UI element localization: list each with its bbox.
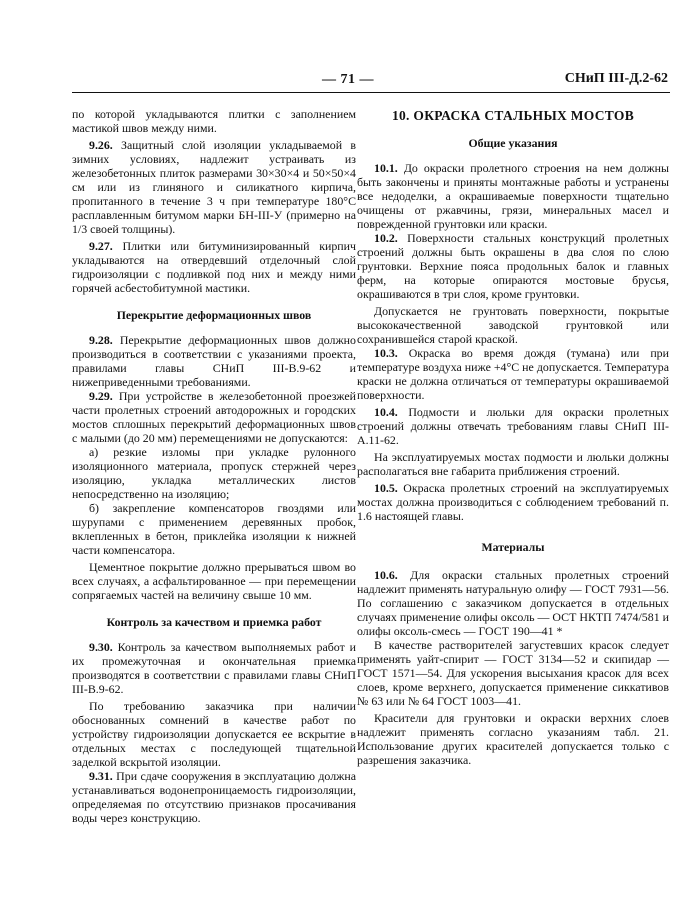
clause-text: При устройстве в железобетонной проезжей части пролетных строений автодорожных и городских мостов сплошных перекрытий деформационных швов с малыми (до 20 мм) перемещениями не допускаются: xyxy=(72,389,356,445)
clause-text: Контроль за качеством выполняемых работ и их промежуточная и окончательная приемка производятся в соответствии с правилами главы СНиП III-В.9-62. xyxy=(72,640,357,696)
paragraph-primer: Допускается не грунтовать поверхности, покрытые высококачественной заводской грунтовкой или сохранившейся старой краской. xyxy=(357,304,669,346)
paragraph-9-28 xyxy=(72,333,356,389)
section-title: 10. ОКРАСКА СТАЛЬНЫХ МОСТОВ xyxy=(391,108,635,123)
clause-number: 9.30. xyxy=(89,640,113,654)
clause-text: Для окраски стальных пролетных строений надлежит применять натуральную олифу — ГОСТ 7931—56. По соглашению с заказчиком допускается в отдельных случаях применение олифы оксоль — ОСТ НКТП 7474/581 и олифы оксоль-смесь — ГОСТ 190—41 * xyxy=(357,568,669,638)
clause-number: 10.5. xyxy=(374,481,398,495)
paragraph-9-30 xyxy=(72,640,356,696)
paragraph-scaffold: На эксплуатируемых мостах подмости и люльки должны располагаться вне габарита приближения строений. xyxy=(357,450,669,478)
paragraph-10-5 xyxy=(357,481,669,523)
paragraph-9-31 xyxy=(72,769,356,825)
paragraph-9-27 xyxy=(72,239,356,295)
clause-number: 9.29. xyxy=(89,389,113,403)
clause-number: 10.2. xyxy=(374,231,398,245)
clause-number: 10.4. xyxy=(374,405,398,419)
list-item-a: а) резкие изломы при укладке рулонного изоляционного материала, пропуск стержней через изоляцию, укладка металлических листов непосредственно на изоляцию; xyxy=(72,445,356,501)
heading-control: Контроль за качеством и приемка работ xyxy=(106,615,322,629)
heading-joints: Перекрытие деформационных швов xyxy=(116,308,312,322)
paragraph-10-3 xyxy=(357,346,669,402)
clause-text: Окраска во время дождя (тумана) или при температуре воздуха ниже +4°С не допускается. Температура краски не должна отличаться от температуры окрашиваемой поверхности. xyxy=(357,346,669,402)
clause-text: Поверхности стальных конструкций пролетных строений должны быть окрашены в два слоя по слою грунтовки. Верхние пояса продольных балок и главных ферм, на которые опираются мостовые брусья, окрашиваются в три слоя, кроме грунтовки. xyxy=(357,231,669,301)
paragraph-continuation: по которой укладываются плитки с заполнением мастикой швов между ними. xyxy=(72,107,356,135)
clause-number: 9.26. xyxy=(89,138,113,152)
clause-text: Плитки или битуминизированный кирпич укладываются на отвердевший отделочный слой гидроизоляции с подливкой под них и между ними горячей асбестобитумной мастики. xyxy=(72,239,356,295)
clause-number: 9.31. xyxy=(89,769,113,783)
clause-number: 9.27. xyxy=(89,239,113,253)
page-number: — 71 — xyxy=(322,72,374,87)
clause-text: Подмости и люльки для окраски пролетных строений должны отвечать требованиям главы СНиП III-А.11-62. xyxy=(357,405,669,447)
paragraph-10-1 xyxy=(357,161,669,231)
clause-text: Защитный слой изоляции укладываемой в зимних условиях, надлежит устраивать из железобетонных плиток размерами 30×30×4 и 50×50×4 см или из глиняного и силикатного кирпича, пропитанного в течение 3 ч при температуре 180°С расплавленным битумом марки БН-III-У (примерно на 1/3 своей толщины). xyxy=(72,138,356,236)
paragraph-10-2 xyxy=(357,231,669,301)
clause-number: 10.6. xyxy=(374,568,398,582)
paragraph-9-29 xyxy=(72,389,356,445)
paragraph-cement: Цементное покрытие должно прерываться швом во всех случаях, а асфальтированное — при перемещении сопрягаемых частей на величину свыше 10 мм. xyxy=(72,560,356,602)
paragraph-solvents: В качестве растворителей загустевших красок следует применять уайт-спирит — ГОСТ 3134—52 и скипидар — ГОСТ 1571—54. Для ускорения высыхания красок для всех слоев, кроме верхнего, допускается применение сиккативов № 63 или № 64 ГОСТ 1003—41. xyxy=(357,638,669,708)
clause-text: При сдаче сооружения в эксплуатацию должна устанавливаться водонепроницаемость гидроизоляции, определяемая по отсутствию признаков просачивания воды через конструкцию. xyxy=(72,769,357,825)
clause-text: Перекрытие деформационных швов должно производиться в соответствии с указаниями проекта, правилами главы СНиП III-В.9-62 и нижеприведенными требованиями. xyxy=(72,333,356,389)
document-code: СНиП III-Д.2-62 xyxy=(564,71,668,86)
heading-general: Общие указания xyxy=(468,136,558,150)
paragraph-9-26 xyxy=(72,138,356,236)
paragraph-10-6 xyxy=(357,568,669,638)
header-rule xyxy=(72,92,670,93)
list-item-b: б) закрепление компенсаторов гвоздями или шурупами с применением деревянных пробок, вклепленных в бетон, приклейка изоляции к нижней части компенсатора. xyxy=(72,501,356,557)
clause-number: 10.3. xyxy=(374,346,398,360)
clause-text: До окраски пролетного строения на нем должны быть закончены и приняты монтажные работы и устранены все недоделки, а окрашиваемые поверхности тщательно очищены от ржавчины, грязи, минеральных масел и поврежденной грунтовки или краски. xyxy=(357,161,669,231)
paragraph-customer: По требованию заказчика при наличии обоснованных сомнений в качестве работ по устройству гидроизоляции допускается ее вскрытие в отдельных местах с последующей тщательной заделкой вскрытой изоляции. xyxy=(72,699,356,769)
left-column xyxy=(72,107,356,825)
paragraph-dyes: Красители для грунтовки и окраски верхних слоев надлежит применять согласно указаниям табл. 21. Использование других красителей допускается только с разрешения заказчика. xyxy=(357,711,669,767)
clause-number: 10.1. xyxy=(374,161,398,175)
paragraph-10-4 xyxy=(357,405,669,447)
clause-number: 9.28. xyxy=(89,333,113,347)
right-column xyxy=(357,107,669,767)
heading-materials: Материалы xyxy=(481,540,545,554)
clause-text: Окраска пролетных строений на эксплуатируемых мостах должна производиться с соблюдением требований п. 1.6 настоящей главы. xyxy=(357,481,669,523)
